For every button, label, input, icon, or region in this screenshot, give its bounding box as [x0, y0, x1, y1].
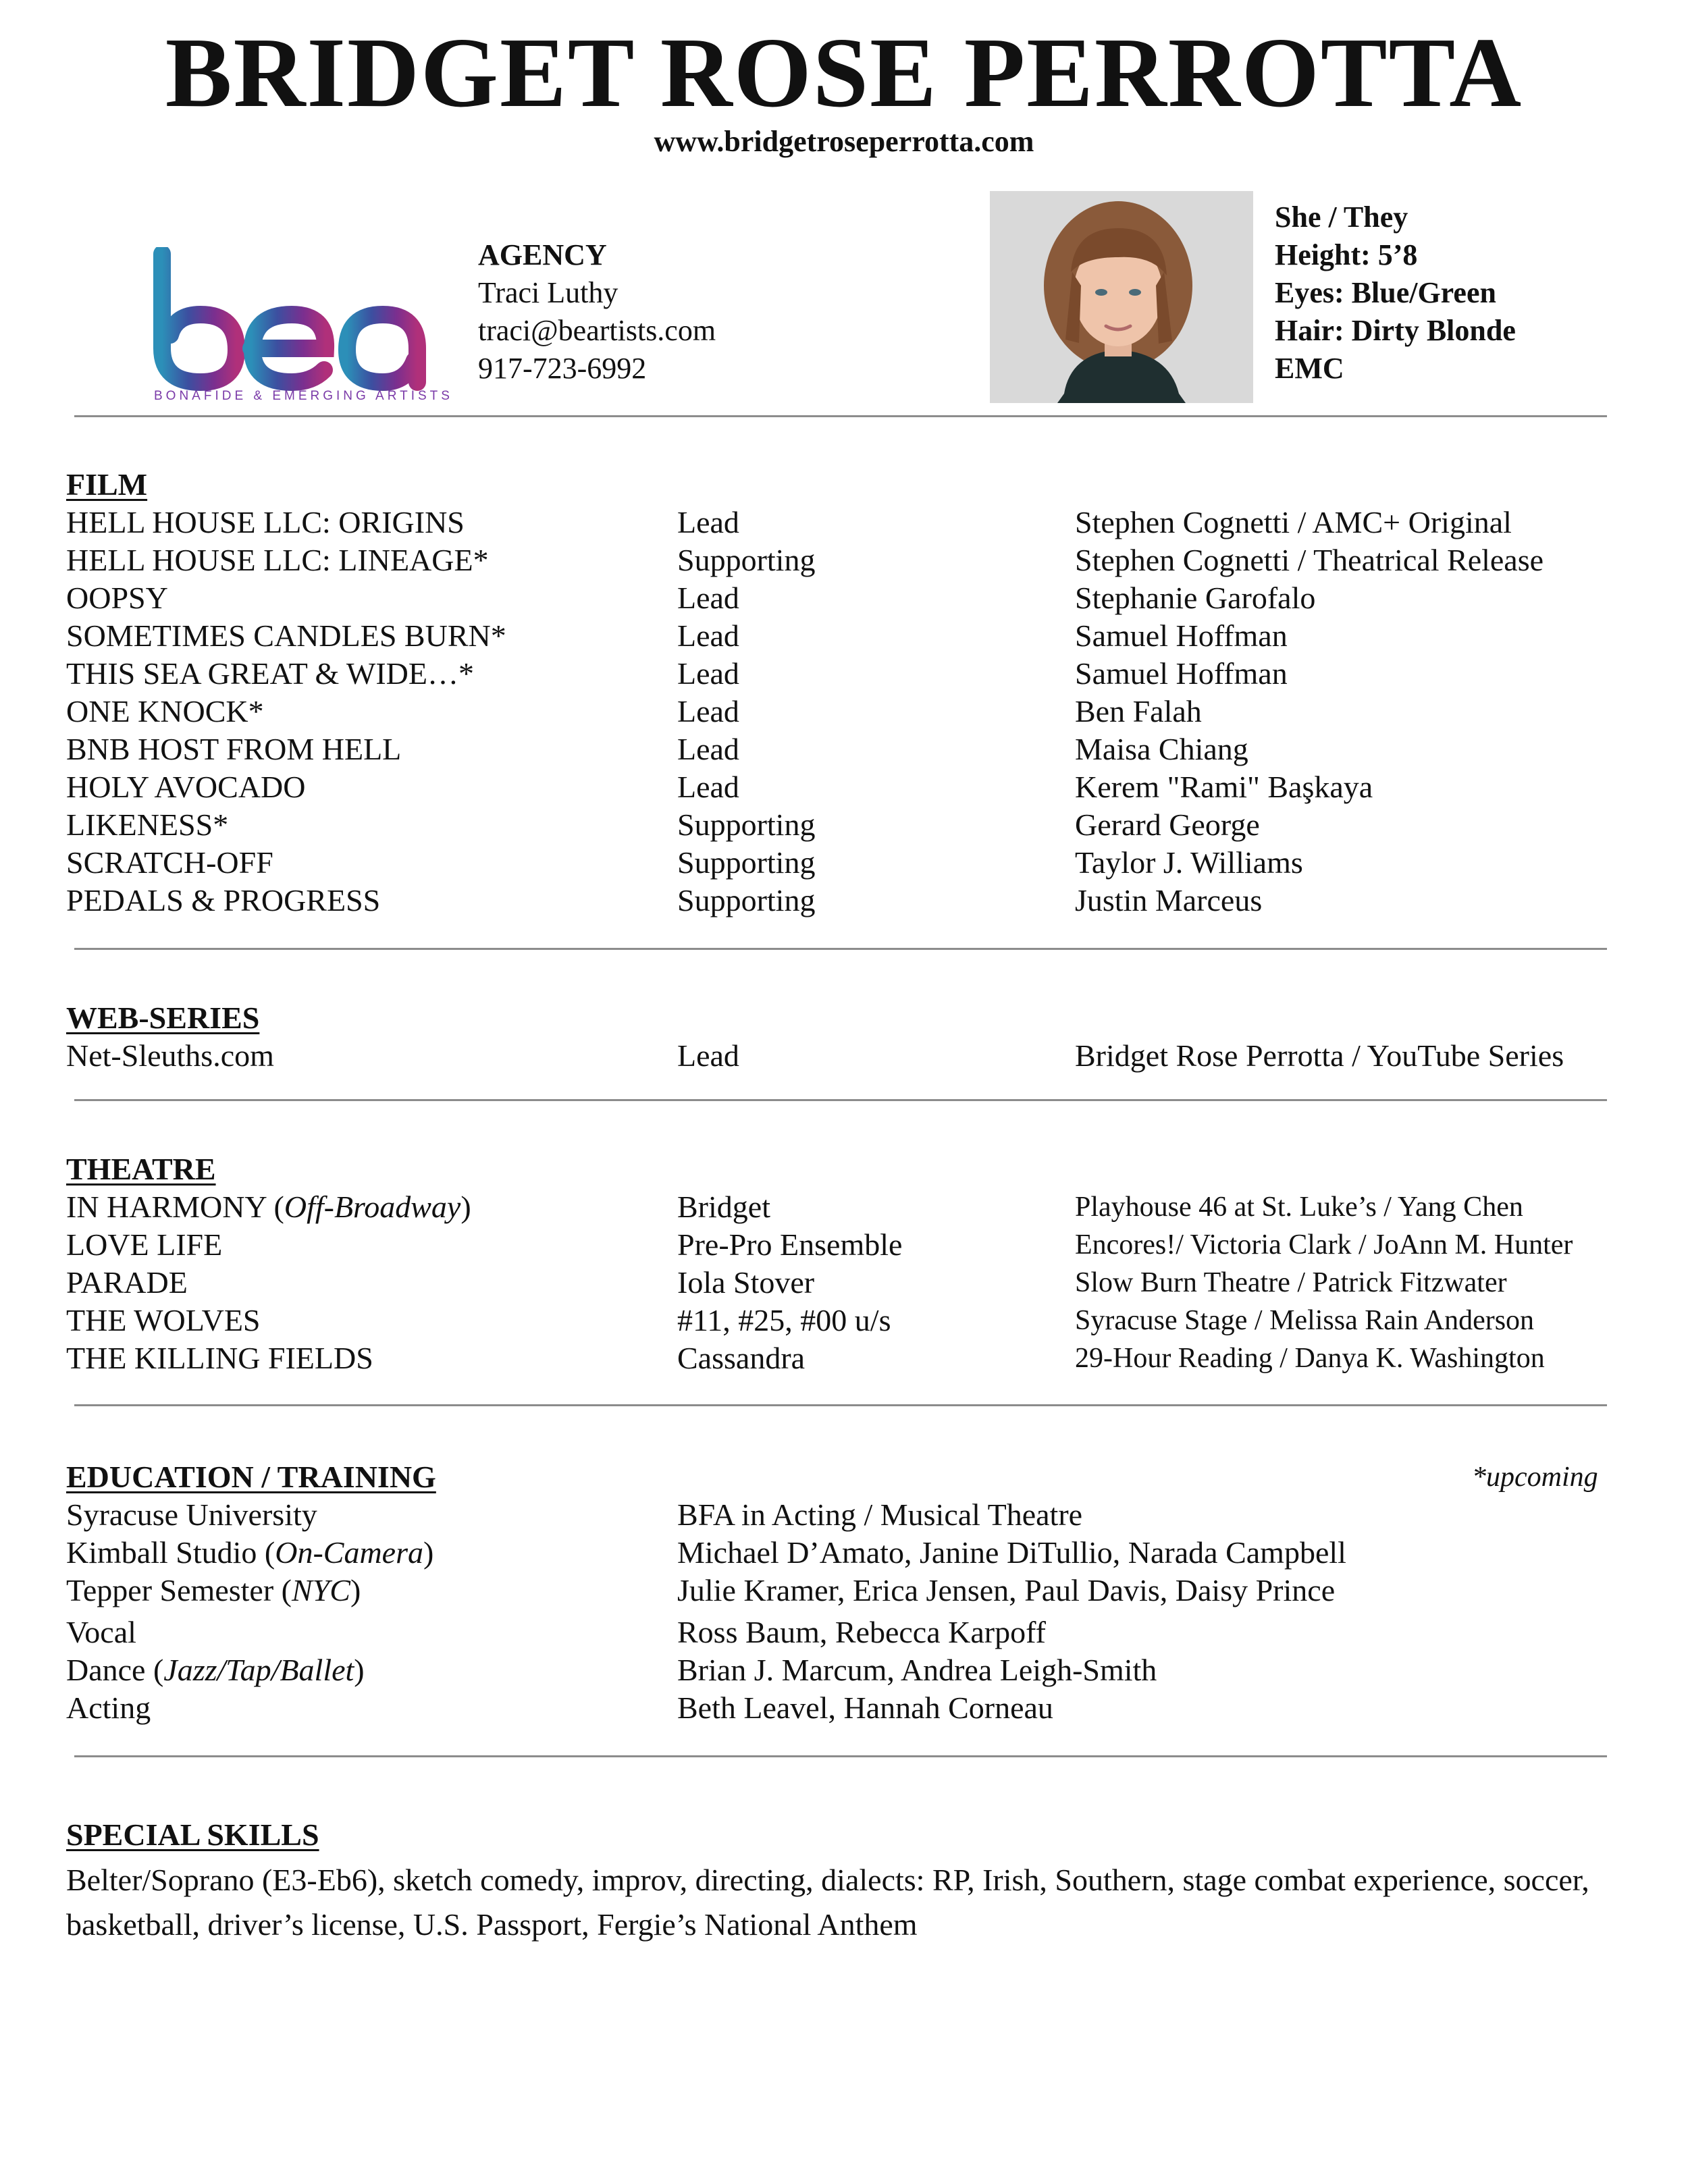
credit-row: ONE KNOCK* Lead Ben Falah: [66, 694, 1202, 728]
credit-row: PARADE Iola Stover Slow Burn Theatre / Patrick Fitzwater: [66, 1265, 1507, 1300]
actor-stats: [1275, 198, 1516, 388]
credit-row: SCRATCH-OFF Supporting Taylor J. Williams: [66, 845, 1303, 880]
credit-row: THIS SEA GREAT & WIDE…* Lead Samuel Hoffman: [66, 656, 1288, 691]
divider: [74, 948, 1607, 950]
film-heading: FILM: [66, 467, 148, 502]
training-row: Acting Beth Leavel, Hannah Corneau: [66, 1690, 1053, 1725]
credit-row: SOMETIMES CANDLES BURN* Lead Samuel Hoffman: [66, 618, 1288, 653]
height: Height: 5’8: [1275, 238, 1418, 271]
credit-row: LOVE LIFE Pre-Pro Ensemble Encores!/ Victoria Clark / JoAnn M. Hunter: [66, 1227, 1573, 1262]
divider: [74, 1755, 1607, 1757]
skills-heading: SPECIAL SKILLS: [66, 1817, 319, 1852]
agent-phone[interactable]: 917-723-6992: [478, 352, 647, 385]
training-row: Syracuse University BFA in Acting / Musical Theatre: [66, 1497, 1083, 1532]
eye-color: Eyes: Blue/Green: [1275, 276, 1496, 309]
logo-tagline: BONAFIDE & EMERGING ARTISTS: [154, 389, 453, 403]
credit-row: IN HARMONY (Off-Broadway) Bridget Playhouse 46 at St. Luke’s / Yang Chen: [66, 1190, 1523, 1224]
agency-logo: [150, 247, 453, 409]
credit-row: HELL HOUSE LLC: LINEAGE* Supporting Stephen Cognetti / Theatrical Release: [66, 543, 1544, 577]
web-series-heading: WEB-SERIES: [66, 1001, 260, 1035]
training-row: Vocal Ross Baum, Rebecca Karpoff: [66, 1615, 1046, 1649]
hair-color: Hair: Dirty Blonde: [1275, 314, 1516, 347]
agent-email[interactable]: traci@beartists.com: [478, 314, 716, 347]
theatre-heading: THEATRE: [66, 1152, 216, 1186]
credit-row: HOLY AVOCADO Lead Kerem "Rami" Başkaya: [66, 770, 1373, 804]
divider: [74, 415, 1607, 417]
upcoming-note: *upcoming: [1472, 1462, 1598, 1493]
headshot-photo: [990, 191, 1253, 403]
divider: [74, 1404, 1607, 1406]
credit-row: THE KILLING FIELDS Cassandra 29-Hour Reading / Danya K. Washington: [66, 1341, 1545, 1375]
credit-row: PEDALS & PROGRESS Supporting Justin Marceus: [66, 883, 1263, 917]
website-link[interactable]: www.bridgetroseperrotta.com: [654, 125, 1034, 158]
agency-block: [478, 236, 716, 388]
skills-text: Belter/Soprano (E3-Eb6), sketch comedy, improv, directing, dialects: RP, Irish, Southern, stage combat experience, soccer, basketball, driver’s license, U.S. Passport, Fergie’s National Anthem: [66, 1863, 1589, 1942]
divider: [74, 1099, 1607, 1101]
education-heading: EDUCATION / TRAINING: [66, 1460, 436, 1494]
agency-heading: AGENCY: [478, 238, 607, 271]
training-row: Dance (Jazz/Tap/Ballet) Brian J. Marcum, Andrea Leigh-Smith: [66, 1653, 1157, 1687]
agent-name: Traci Luthy: [478, 276, 618, 309]
training-row: Kimball Studio (On-Camera) Michael D’Amato, Janine DiTullio, Narada Campbell: [66, 1535, 1346, 1570]
credit-row: BNB HOST FROM HELL Lead Maisa Chiang: [66, 732, 1248, 766]
resume-name: BRIDGET ROSE PERROTTA: [165, 18, 1523, 128]
union-status: EMC: [1275, 352, 1344, 385]
training-row: Tepper Semester (NYC) Julie Kramer, Erica Jensen, Paul Davis, Daisy Prince: [66, 1573, 1336, 1607]
credit-row: Net-Sleuths.com Lead Bridget Rose Perrotta / YouTube Series: [66, 1038, 1564, 1073]
credit-row: OOPSY Lead Stephanie Garofalo: [66, 581, 1316, 615]
pronouns: She / They: [1275, 201, 1408, 234]
credit-row: HELL HOUSE LLC: ORIGINS Lead Stephen Cognetti / AMC+ Original: [66, 505, 1512, 539]
credit-row: LIKENESS* Supporting Gerard George: [66, 807, 1260, 842]
credit-row: THE WOLVES #11, #25, #00 u/s Syracuse Stage / Melissa Rain Anderson: [66, 1303, 1535, 1337]
